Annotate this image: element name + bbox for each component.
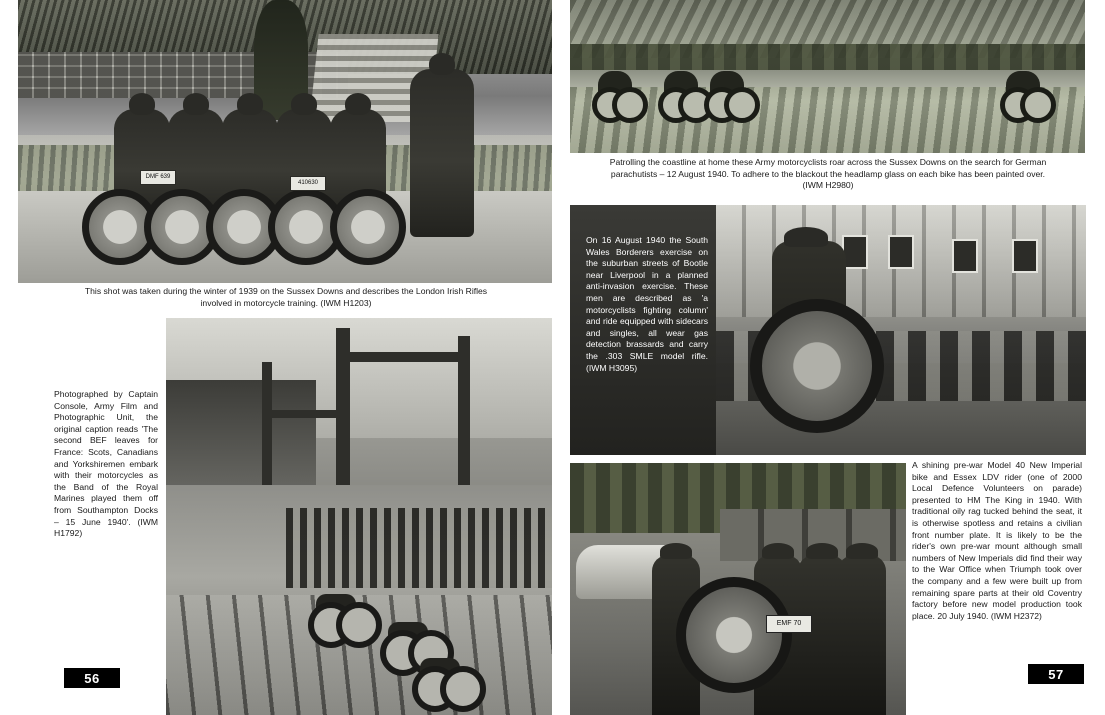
- photo-standing-officer: [410, 69, 474, 237]
- photo-new-imperial-model40-presentation: [570, 463, 906, 715]
- photo-motorcyclist: [704, 71, 750, 123]
- photo-motorcycle-wheel: [676, 577, 792, 693]
- photo-officer: [838, 555, 886, 715]
- caption-bootle-exercise: On 16 August 1940 the South Wales Borderers exercise on the suburban streets of Bootle near Liverpool in a planned anti-invasion exercise. These men are described as 'a motorcyclists fighting column' and ride equipped with sidecars and singles, all wear gas detection brassards and carry the .303 SMLE model rifle. (IWM H3095): [586, 235, 708, 373]
- photo-motorcyclist: [658, 71, 704, 123]
- photo-motorcycle-wheel: [750, 299, 884, 433]
- photo-coastline-patrol: [570, 0, 1085, 153]
- photo-parked-motorcycle: [412, 654, 470, 712]
- photo-motorcyclist: [592, 71, 638, 123]
- photo-crane-mast: [458, 336, 470, 506]
- caption-sussex-downs-training: This shot was taken during the winter of 1939 on the Sussex Downs and describes the London Irish Rifles involved in motorcycle training. (IWM H1203): [84, 286, 488, 308]
- photo-parked-motorcycle: [308, 590, 366, 648]
- number-plate: 410630: [290, 176, 326, 191]
- photo-treeline: [570, 44, 1085, 70]
- caption-new-imperial-model40: A shining pre-war Model 40 New Imperial bike and Essex LDV rider (one of 2000 Local Defence Volunteers on parade) presented to HM The King in 1940. With traditional oily rag tucked behind the seat, it is otherwise spotless and retains a civilian front number plate. It is likely to be the rider's own pre-war mount although small numbers of New Imperials did find their way to the War Office when Triumph took over the company and a few were built up from remaining spare parts at their old Coventry factory before new model production took place. 20 July 1940. (IWM H2372): [912, 460, 1082, 621]
- number-plate: EMF 70: [766, 615, 812, 633]
- photo-window: [1012, 239, 1038, 273]
- photo-bootle-anti-invasion-exercise: [716, 205, 1086, 455]
- photo-window: [952, 239, 978, 273]
- caption-coastline-patrol: Patrolling the coastline at home these Army motorcyclists roar across the Sussex Downs on the search for German parachutists – 12 August 1940. To adhere to the blackout the headlamp glass on each bike has been painted over. (IWM H2980): [609, 157, 1047, 191]
- photo-crane-jib: [270, 410, 350, 418]
- page-number-right: 57: [1028, 664, 1084, 684]
- photo-motorcycle-wheel: [330, 189, 406, 265]
- photo-window: [888, 235, 914, 269]
- number-plate: DMF 639: [140, 170, 176, 185]
- page-number-left: 56: [64, 668, 120, 688]
- photo-motorcyclist: [1000, 71, 1046, 123]
- photo-crane-jib: [350, 352, 468, 362]
- page-gutter: [552, 0, 554, 715]
- photo-southampton-docks-bef: [166, 318, 552, 715]
- photo-sussex-downs-motorcycle-training: [18, 0, 552, 283]
- photo-embarking-troops: [286, 508, 552, 588]
- caption-southampton-docks: Photographed by Captain Console, Army Film and Photographic Unit, the original caption reads 'The second BEF leaves for France: Scots, Canadians and Yorkshiremen embark with their motorcycles as the Band of the Royal Marines played them off from Southampton Docks – 15 June 1940'. (IWM H1792): [54, 389, 158, 539]
